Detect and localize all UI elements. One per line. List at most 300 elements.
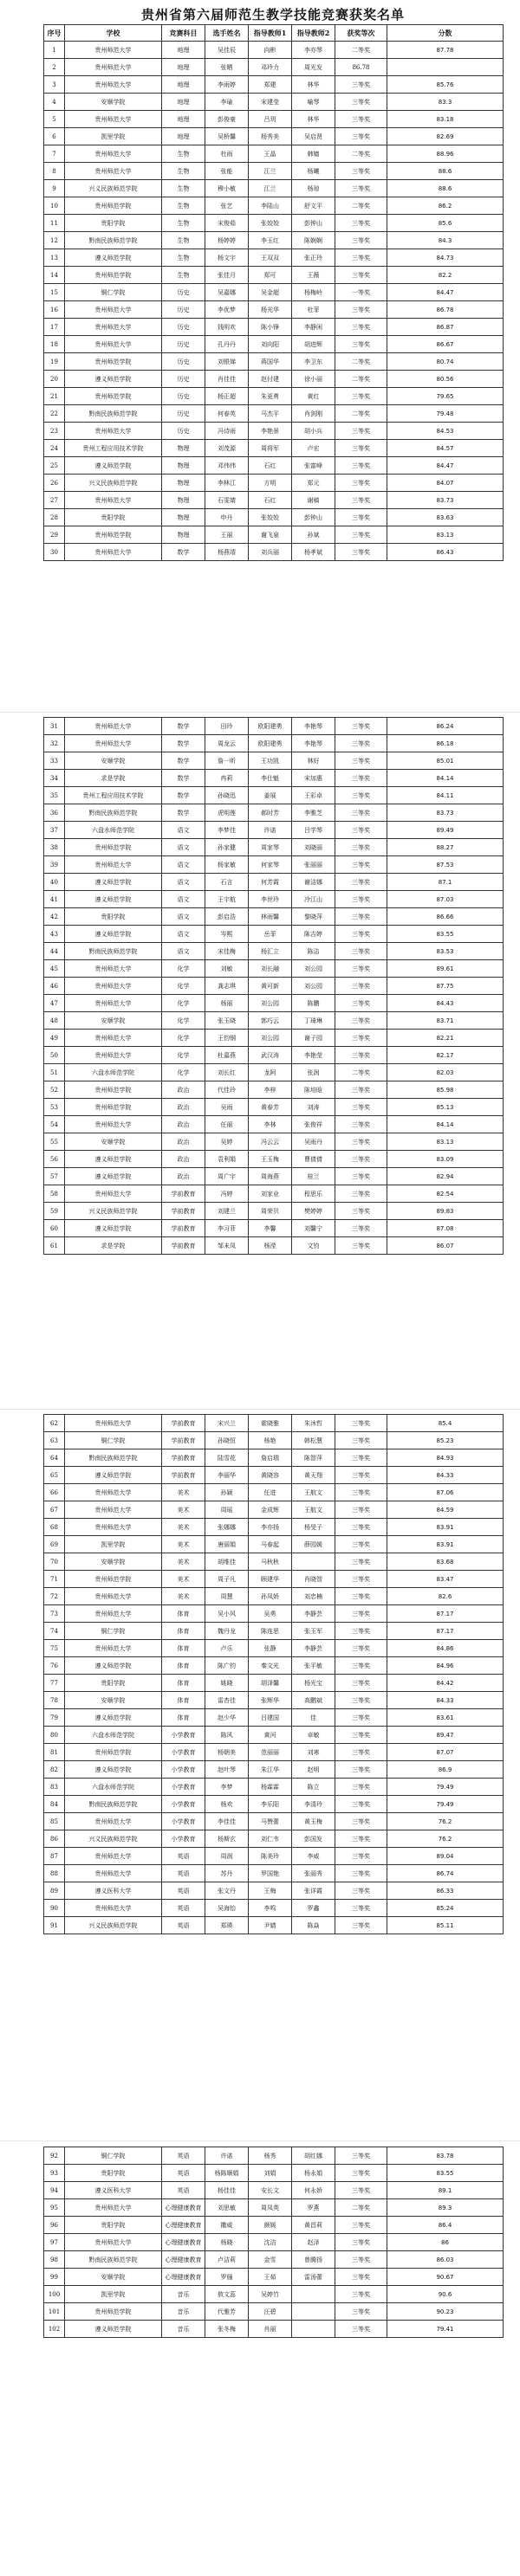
cell-award: 三等奖 [335,94,387,111]
cell-contestant: 李佳佳 [205,1813,249,1830]
cell-school: 贵州师范大学 [65,544,162,561]
cell-school: 遵义师范学院 [65,1657,162,1675]
cell-advisor-2: 杨旻子 [292,1519,335,1536]
cell-index: 3 [44,76,65,94]
cell-score: 83.73 [387,492,504,509]
cell-school: 黔南民族师范学院 [65,943,162,960]
table-row [44,1519,504,1536]
cell-index: 73 [44,1605,65,1623]
table-row [44,1761,504,1779]
cell-advisor-1: 郭巧云 [249,1012,292,1030]
cell-contestant: 李优梦 [205,301,249,319]
table-row [44,978,504,995]
cell-advisor-2: 张正玲 [292,249,335,267]
cell-contestant: 王宇航 [205,891,249,908]
cell-contestant: 陈风 [205,1727,249,1744]
cell-advisor-2: 樊婷婷 [292,1203,335,1220]
cell-index: 80 [44,1727,65,1744]
table-row [44,440,504,457]
cell-school: 贵州师范大学 [65,145,162,163]
cell-score: 86.78 [387,301,504,319]
cell-index: 40 [44,874,65,891]
table-row [44,1012,504,1030]
award-table-part-4 [43,2147,504,2338]
cell-advisor-2: 韩嫱 [292,145,335,163]
cell-index: 96 [44,2217,65,2234]
cell-advisor-1: 石红 [249,457,292,475]
cell-school: 遵义医科大学 [65,1882,162,1900]
cell-subject: 心理健康教育 [162,2251,205,2269]
cell-score: 86.03 [387,2251,504,2269]
cell-index: 97 [44,2234,65,2251]
cell-award: 二等奖 [335,145,387,163]
table-row [44,1047,504,1064]
table-row [44,1432,504,1449]
table-row [44,1657,504,1675]
cell-index: 7 [44,145,65,163]
cell-score: 88.6 [387,180,504,197]
table-row [44,1571,504,1588]
table-row [44,1467,504,1484]
cell-subject: 历史 [162,388,205,405]
cell-contestant: 周子凡 [205,1571,249,1588]
cell-school: 遵义师范学院 [65,926,162,943]
cell-contestant: 冉莉 [205,770,249,787]
cell-contestant: 代雅芳 [205,2303,249,2321]
table-row [44,839,504,856]
cell-contestant: 刘长红 [205,1064,249,1081]
cell-award: 三等奖 [335,804,387,822]
cell-index: 65 [44,1467,65,1484]
table-row [44,1727,504,1744]
cell-score: 87.53 [387,856,504,874]
cell-school: 贵州师范学院 [65,267,162,284]
cell-subject: 体育 [162,1623,205,1640]
cell-contestant: 张娜娜 [205,1519,249,1536]
cell-advisor-1: 李亦扬 [249,1519,292,1536]
cell-advisor-2: 陈娴娴 [292,232,335,249]
cell-subject: 生物 [162,163,205,180]
cell-subject: 物理 [162,492,205,509]
cell-school: 贵州师范大学 [65,301,162,319]
table-row [44,1605,504,1623]
cell-index: 63 [44,1432,65,1449]
cell-school: 贵州师范大学 [65,718,162,735]
cell-contestant: 李丽华 [205,1467,249,1484]
cell-advisor-1: 张姣姣 [249,509,292,526]
cell-advisor-1: 杨霖霖 [249,1779,292,1796]
cell-subject: 英语 [162,1848,205,1865]
cell-contestant: 王丽 [205,526,249,544]
cell-award: 三等奖 [335,1761,387,1779]
cell-advisor-1: 郑建 [249,76,292,94]
cell-contestant: 刘茂源 [205,440,249,457]
cell-award: 三等奖 [335,770,387,787]
cell-advisor-2: 李威 [292,1848,335,1865]
cell-school: 黔南民族师范学院 [65,405,162,423]
cell-subject: 体育 [162,1675,205,1692]
cell-advisor-2: 李静芸 [292,1605,335,1623]
cell-subject: 小学教育 [162,1796,205,1813]
cell-contestant: 李习菲 [205,1220,249,1237]
cell-contestant: 吴婷 [205,1133,249,1151]
table-body [44,1415,504,1934]
cell-school: 铜仁学院 [65,284,162,301]
cell-award: 三等奖 [335,1709,387,1727]
cell-award: 三等奖 [335,232,387,249]
cell-school: 安顺学院 [65,1553,162,1571]
award-table-part-3 [43,1414,504,1934]
cell-score: 83.63 [387,509,504,526]
cell-award: 三等奖 [335,1432,387,1449]
cell-subject: 政治 [162,1151,205,1168]
cell-advisor-1: 罗国艳 [249,1865,292,1882]
cell-advisor-2: 李清玲 [292,1796,335,1813]
cell-advisor-1: 黄春芳 [249,1099,292,1116]
table-row [44,2251,504,2269]
cell-score: 84.3 [387,232,504,249]
cell-advisor-2: 李静芸 [292,1640,335,1657]
cell-subject: 语文 [162,856,205,874]
cell-advisor-1: 杨艳 [249,1432,292,1449]
cell-contestant: 龚志琪 [205,978,249,995]
cell-advisor-1: 金成辉 [249,1501,292,1519]
cell-score: 84.33 [387,1467,504,1484]
cell-advisor-2: 李静闲 [292,319,335,336]
cell-advisor-2: 刘忠楠 [292,1588,335,1605]
table-row [44,1203,504,1220]
cell-score: 79.41 [387,2321,504,2338]
cell-subject: 历史 [162,353,205,371]
cell-score: 90.6 [387,2286,504,2303]
cell-school: 凯里学院 [65,2286,162,2303]
header-index: 序号 [44,25,65,42]
cell-school: 贵州师范学院 [65,1081,162,1099]
cell-subject: 小学教育 [162,1761,205,1779]
cell-award: 三等奖 [335,891,387,908]
cell-advisor-2: 李艳琴 [292,735,335,752]
cell-advisor-1: 杨秀美 [249,128,292,145]
cell-advisor-1: 刘家业 [249,1185,292,1203]
cell-subject: 体育 [162,1692,205,1709]
cell-award: 三等奖 [335,180,387,197]
cell-subject: 英语 [162,2165,205,2182]
table-row [44,301,504,319]
cell-contestant: 孙晓恒 [205,1432,249,1449]
cell-contestant: 杨欢 [205,1796,249,1813]
cell-advisor-2: 谢子园 [292,1030,335,1047]
cell-advisor-2: 刘涛 [292,1099,335,1116]
cell-index: 98 [44,2251,65,2269]
cell-advisor-2: 李卫东 [292,353,335,371]
cell-award: 三等奖 [335,1727,387,1744]
cell-contestant: 杨正超 [205,388,249,405]
cell-contestant: 周瑶 [205,1501,249,1519]
cell-award: 86.78 [335,59,387,76]
cell-contestant: 虎明莲 [205,804,249,822]
cell-advisor-2: 卓敏 [292,1727,335,1744]
cell-school: 遵义师范学院 [65,874,162,891]
cell-contestant: 代佳玲 [205,1081,249,1099]
cell-index: 25 [44,457,65,475]
table-row [44,1237,504,1255]
cell-school: 遵义医科大学 [65,2182,162,2199]
cell-subject: 心理健康教育 [162,2234,205,2251]
cell-score: 83.13 [387,1133,504,1151]
cell-advisor-1: 尹婧 [249,1917,292,1934]
cell-award: 三等奖 [335,2217,387,2234]
cell-advisor-1: 王功凯 [249,752,292,770]
cell-score: 86 [387,2234,504,2251]
cell-index: 83 [44,1779,65,1796]
cell-contestant: 申丹 [205,509,249,526]
table-row [44,388,504,405]
cell-subject: 学前教育 [162,1432,205,1449]
cell-advisor-1: 何家琴 [249,856,292,874]
cell-award: 三等奖 [335,111,387,128]
cell-award: 三等奖 [335,978,387,995]
cell-advisor-1: 李馨 [249,1220,292,1237]
cell-school: 贵州师范大学 [65,995,162,1012]
cell-subject: 美术 [162,1588,205,1605]
cell-contestant: 彭启浩 [205,908,249,926]
cell-advisor-2 [292,2286,335,2303]
header-advisor-1: 指导教师1 [249,25,292,42]
cell-contestant: 杨晓 [205,2234,249,2251]
cell-advisor-2: 刘寒 [292,1744,335,1761]
table-row [44,59,504,76]
table-row [44,1900,504,1917]
cell-subject: 历史 [162,405,205,423]
cell-subject: 心理健康教育 [162,2199,205,2217]
cell-award: 三等奖 [335,301,387,319]
cell-advisor-2: 赵明 [292,1761,335,1779]
cell-score: 88.6 [387,163,504,180]
cell-index: 54 [44,1116,65,1133]
cell-contestant: 杨婷婷 [205,232,249,249]
cell-subject: 体育 [162,1657,205,1675]
cell-award: 三等奖 [335,960,387,978]
table-row [44,145,504,163]
cell-advisor-2: 黄玉梅 [292,1813,335,1830]
cell-school: 兴义民族师范学院 [65,1917,162,1934]
table-row [44,960,504,978]
table-row [44,1709,504,1727]
cell-advisor-2: 吴启贤 [292,128,335,145]
cell-advisor-1: 李梓 [249,1081,292,1099]
table-row [44,2217,504,2234]
header-award: 获奖等次 [335,25,387,42]
cell-advisor-2: 卢宏 [292,440,335,457]
cell-advisor-1: 陈美玲 [249,1848,292,1865]
cell-award: 三等奖 [335,874,387,891]
cell-advisor-2: 杨光宝 [292,1675,335,1692]
cell-subject: 美术 [162,1571,205,1588]
cell-award: 三等奖 [335,163,387,180]
cell-score: 84.14 [387,770,504,787]
cell-index: 41 [44,891,65,908]
cell-advisor-2: 彭国发 [292,1830,335,1848]
cell-score: 80.56 [387,371,504,388]
cell-contestant: 宋兴兰 [205,1415,249,1432]
cell-advisor-2: 张丽丽 [292,856,335,874]
cell-index: 76 [44,1657,65,1675]
table-row [44,804,504,822]
cell-index: 13 [44,249,65,267]
cell-score: 86.18 [387,735,504,752]
cell-advisor-2: 张详霞 [292,1882,335,1900]
cell-score: 87.17 [387,1605,504,1623]
cell-index: 101 [44,2303,65,2321]
table-row [44,1744,504,1761]
cell-award: 三等奖 [335,249,387,267]
cell-score: 90.67 [387,2269,504,2286]
cell-index: 36 [44,804,65,822]
page-title: 贵州省第六届师范生教学技能竞赛获奖名单 [140,7,405,23]
cell-contestant: 吴海怡 [205,1900,249,1917]
cell-subject: 学前教育 [162,1203,205,1220]
cell-index: 48 [44,1012,65,1030]
cell-index: 49 [44,1030,65,1047]
cell-subject: 数学 [162,804,205,822]
cell-advisor-1: 刘公园 [249,1030,292,1047]
cell-contestant: 许诺 [205,2147,249,2165]
cell-subject: 语文 [162,926,205,943]
cell-advisor-1: 李仕魁 [249,770,292,787]
cell-advisor-1: 岳菲 [249,926,292,943]
table-row [44,249,504,267]
cell-advisor-1: 顾建华 [249,1571,292,1588]
cell-index: 43 [44,926,65,943]
cell-contestant: 杜嘉燕 [205,1047,249,1064]
cell-index: 50 [44,1047,65,1064]
cell-advisor-1: 宋建莹 [249,94,292,111]
table-row [44,1865,504,1882]
table-row [44,1623,504,1640]
cell-score: 84.33 [387,1692,504,1709]
cell-subject: 化学 [162,1030,205,1047]
cell-advisor-2: 刘馨宁 [292,1220,335,1237]
table-row [44,1640,504,1657]
cell-advisor-2: 喻琴 [292,94,335,111]
cell-score: 87.08 [387,1220,504,1237]
cell-score: 86.9 [387,1761,504,1779]
cell-score: 87.1 [387,874,504,891]
cell-award: 三等奖 [335,2303,387,2321]
table-row [44,995,504,1012]
table-row [44,128,504,145]
cell-score: 83.55 [387,926,504,943]
cell-index: 89 [44,1882,65,1900]
cell-score: 87.75 [387,978,504,995]
cell-advisor-1: 姜展 [249,787,292,804]
cell-subject: 数学 [162,718,205,735]
cell-advisor-1: 李林 [249,1116,292,1133]
cell-award: 三等奖 [335,1796,387,1813]
header-score: 分数 [387,25,504,42]
cell-index: 12 [44,232,65,249]
cell-contestant: 任丽 [205,1116,249,1133]
cell-subject: 物理 [162,509,205,526]
cell-award: 三等奖 [335,475,387,492]
cell-contestant: 刘银娣 [205,353,249,371]
cell-award: 三等奖 [335,1012,387,1030]
cell-score: 82.69 [387,128,504,145]
table-row [44,1185,504,1203]
cell-award: 三等奖 [335,1168,387,1185]
cell-score: 86.4 [387,2217,504,2234]
cell-score: 83.47 [387,1571,504,1588]
cell-index: 79 [44,1709,65,1727]
cell-school: 贵州师范大学 [65,960,162,978]
cell-school: 贵州师范大学 [65,111,162,128]
table-row [44,526,504,544]
cell-advisor-1: 周凤英 [249,2199,292,2217]
cell-contestant: 罗俪 [205,2269,249,2286]
cell-subject: 美术 [162,1536,205,1553]
table-row [44,1692,504,1709]
cell-advisor-2: 佳 [292,1709,335,1727]
cell-contestant: 张玉晓 [205,1012,249,1030]
cell-advisor-2: 李艳莹 [292,1047,335,1064]
cell-award: 三等奖 [335,718,387,735]
cell-score: 83.3 [387,94,504,111]
cell-advisor-1: 刘兵丽 [249,544,292,561]
cell-contestant: 李梦 [205,1779,249,1796]
cell-contestant: 吴佳辰 [205,42,249,59]
table-row [44,1848,504,1865]
table-row [44,856,504,874]
cell-school: 黔南民族师范学院 [65,804,162,822]
cell-advisor-1: 刘仁韦 [249,1830,292,1848]
cell-advisor-2: 桂兰 [292,1168,335,1185]
cell-index: 61 [44,1237,65,1255]
cell-score: 87.17 [387,1623,504,1640]
cell-contestant: 张佳月 [205,267,249,284]
cell-contestant: 刘建兰 [205,1203,249,1220]
cell-award: 三等奖 [335,1415,387,1432]
cell-advisor-1: 马杰平 [249,405,292,423]
cell-award: 三等奖 [335,1917,387,1934]
cell-school: 贵州师范大学 [65,319,162,336]
cell-advisor-2: 张富峰 [292,457,335,475]
cell-advisor-2: 张玉军 [292,1623,335,1640]
cell-subject: 小学教育 [162,1830,205,1848]
cell-advisor-1: 吕建国 [249,1709,292,1727]
cell-advisor-2: 王航文 [292,1484,335,1501]
cell-index: 44 [44,943,65,960]
cell-award: 三等奖 [335,1519,387,1536]
cell-advisor-1: 颜媛 [249,2217,292,2234]
cell-award: 三等奖 [335,1467,387,1484]
cell-contestant: 王钧钢 [205,1030,249,1047]
cell-contestant: 杨朝美 [205,1744,249,1761]
table-row [44,1151,504,1168]
cell-subject: 生物 [162,249,205,267]
cell-advisor-1: 朱更勇 [249,388,292,405]
cell-score: 83.68 [387,1553,504,1571]
cell-index: 24 [44,440,65,457]
cell-advisor-2: 薛园媛 [292,1536,335,1553]
cell-subject: 语文 [162,874,205,891]
cell-contestant: 刘思敏 [205,2199,249,2217]
cell-contestant: 郑瑛 [205,1917,249,1934]
cell-advisor-1: 谢飞泉 [249,526,292,544]
cell-subject: 学前教育 [162,1237,205,1255]
cell-contestant: 张晒 [205,59,249,76]
cell-score: 84.86 [387,1640,504,1657]
cell-award: 三等奖 [335,2147,387,2165]
